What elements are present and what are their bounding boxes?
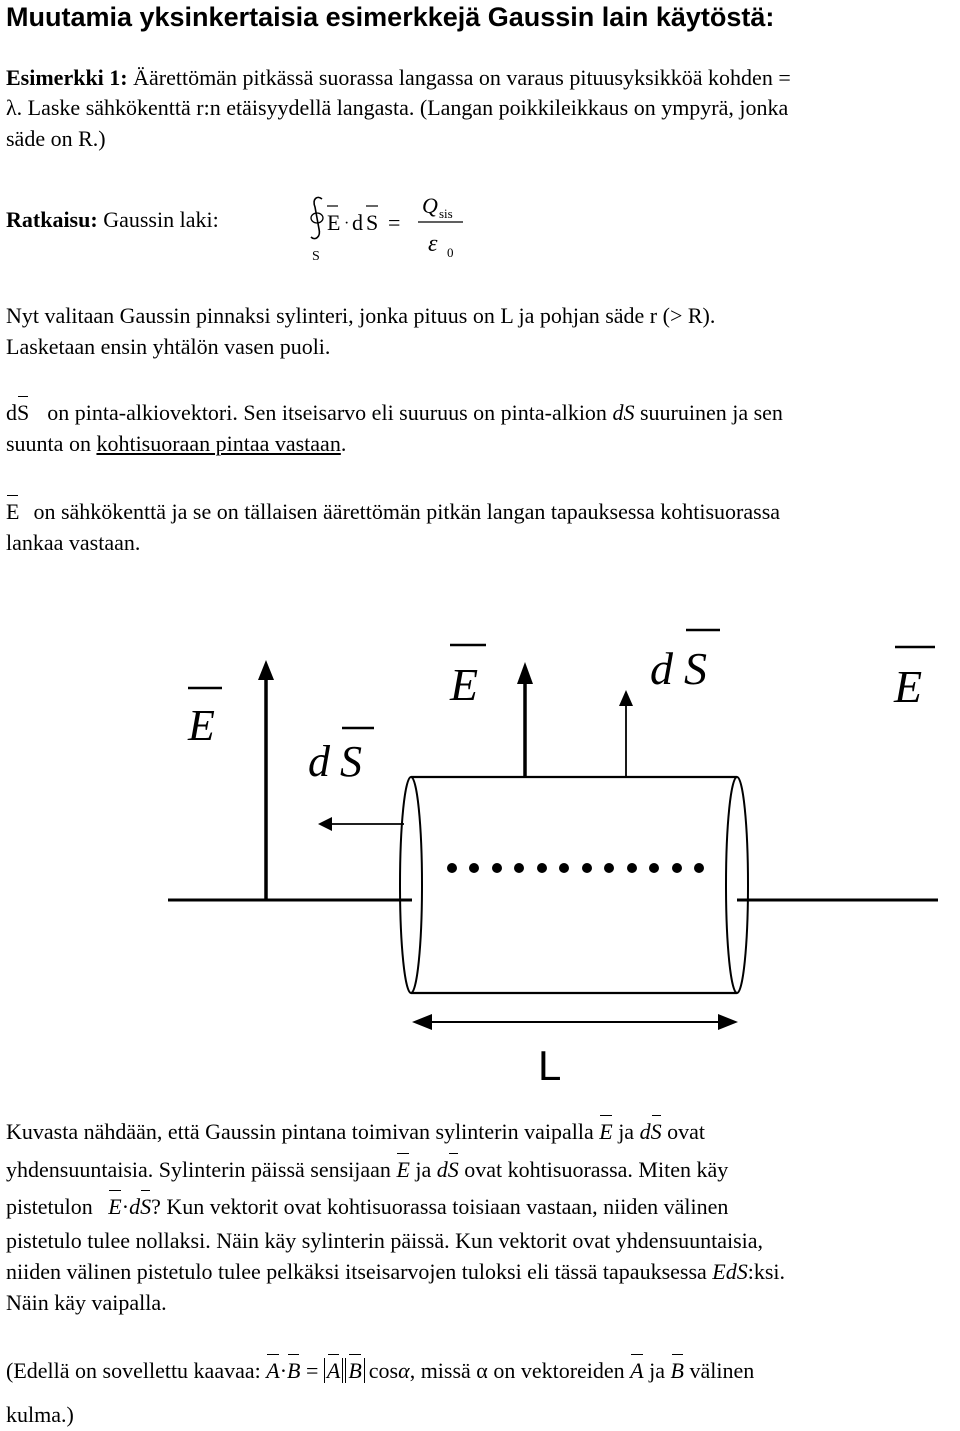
gauss-law-equation xyxy=(300,185,500,265)
example-line-1 xyxy=(6,63,791,93)
eq-E: E xyxy=(327,210,341,235)
para4-line-3: pistetulon E·dS? Kun vektorit ovat kohtisuorassa toisiaan vastaan, niiden välinen xyxy=(6,1192,728,1222)
dS-top-d: d xyxy=(650,643,673,694)
eq-dot: · xyxy=(344,215,350,232)
length-label: L xyxy=(538,1042,562,1089)
eq-subS: S xyxy=(312,249,320,264)
eq-Q: Q xyxy=(422,193,438,218)
para3-E-vector: E xyxy=(6,497,19,527)
para2-line-2: suunta on kohtisuoraan pintaa vastaan. xyxy=(6,431,347,456)
para4-line-6: Näin käy vaipalla. xyxy=(6,1290,167,1315)
E-left-label: E xyxy=(188,701,215,750)
solution-text: Gaussin laki: xyxy=(97,207,219,232)
length-right-arrowhead-icon xyxy=(718,1014,738,1030)
E-mid-label: E xyxy=(450,659,479,710)
para4-line-1: Kuvasta nähdään, että Gaussin pintana toimivan sylinterin vaipalla E ja dS ovat xyxy=(6,1117,705,1147)
page-title: Muutamia yksinkertaisia esimerkkejä Gaussin lain käytöstä: xyxy=(6,2,775,32)
example-label: Esimerkki 1: xyxy=(6,65,128,90)
para2-line-1 xyxy=(6,398,783,428)
para1-line-2: Lasketaan ensin yhtälön vasen puoli. xyxy=(6,334,331,359)
para5-line-1: (Edellä on sovellettu kaavaa: A·B = A B cosα, missä α on vektoreiden A ja B välinen xyxy=(6,1356,754,1386)
eq-S: S xyxy=(366,210,379,235)
dS-top-arrowhead-icon xyxy=(619,690,633,706)
length-left-arrowhead-icon xyxy=(412,1014,432,1030)
para3-line-1 xyxy=(6,497,780,527)
para2-text-2: suuruinen ja sen xyxy=(634,400,783,425)
cylinder-left-cap xyxy=(400,777,422,993)
para3-line-2: lankaa vastaan. xyxy=(6,530,141,555)
para2-d: d xyxy=(6,400,17,425)
E-right-label: E xyxy=(894,661,923,712)
E-mid-arrowhead-icon xyxy=(517,662,533,684)
para1-line-1: Nyt valitaan Gaussin pinnaksi sylinteri, jonka pituus on L ja pohjan säde r (> R). xyxy=(6,303,716,328)
wire-dots xyxy=(447,863,704,873)
E-left-arrowhead-icon xyxy=(258,660,274,680)
para4-line-4: pistetulo tulee nollaksi. Näin käy sylinterin päissä. Kun vektorit ovat yhdensuuntaisia, xyxy=(6,1228,764,1253)
eq-epsilon: ε xyxy=(428,231,438,257)
gaussian-cylinder-figure xyxy=(0,600,960,1100)
example-line-3: säde on R.) xyxy=(6,126,106,151)
eq-d: d xyxy=(352,210,363,235)
eq-sis: sis xyxy=(439,206,453,221)
dS-left-d: d xyxy=(308,737,330,786)
para2-dS: dS xyxy=(612,400,635,425)
solution-line xyxy=(6,205,219,235)
integral-sign-icon xyxy=(311,197,322,238)
solution-label: Ratkaisu: xyxy=(6,207,98,232)
eq-zero: 0 xyxy=(447,245,454,260)
dS-left-arrowhead-icon xyxy=(318,817,332,831)
para5-line-2: kulma.) xyxy=(6,1402,74,1427)
dS-top-S: S xyxy=(684,643,707,694)
cylinder-right-cap xyxy=(726,777,748,993)
para3-text: on sähkökenttä ja se on tällaisen äärettömän pitkän langan tapauksessa kohtisuorassa xyxy=(33,499,781,524)
para4-line-2: yhdensuuntaisia. Sylinterin päissä sensijaan E ja dS ovat kohtisuorassa. Miten käy xyxy=(6,1155,728,1185)
example-text-1: Äärettömän pitkässä suorassa langassa on varaus pituusyksikköä kohden = xyxy=(127,65,791,90)
para2-S-vector: S xyxy=(17,398,29,428)
example-line-2: λ. Laske sähkökenttä r:n etäisyydellä langasta. (Langan poikkileikkaus on ympyrä, jonka xyxy=(6,95,789,120)
para2-text-1: on pinta-alkiovektori. Sen itseisarvo eli suuruus on pinta-alkion xyxy=(47,400,613,425)
underlined-phrase: kohtisuoraan pintaa vastaan xyxy=(96,431,341,456)
eq-equals: = xyxy=(388,210,401,235)
dS-left-S: S xyxy=(340,737,362,786)
para4-line-5: niiden välinen pistetulo tulee pelkäksi itseisarvojen tuloksi eli tässä tapauksessa EdS:ksi. xyxy=(6,1259,786,1284)
